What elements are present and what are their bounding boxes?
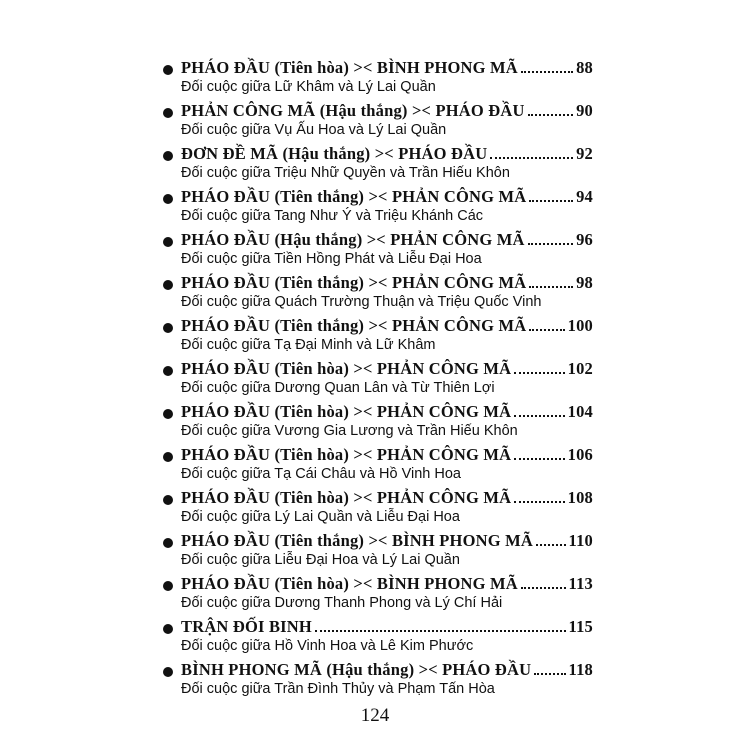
toc-entry-title: PHÁO ĐẦU (Tiên hòa) >< PHẢN CÔNG MÃ	[181, 488, 512, 507]
toc-entry-title: PHÁO ĐẦU (Tiên thắng) >< PHẢN CÔNG MÃ	[181, 187, 527, 206]
toc-entry-title: PHÁO ĐẦU (Hậu thắng) >< PHẢN CÔNG MÃ	[181, 230, 525, 249]
toc-entry	[160, 400, 600, 443]
toc-entry	[160, 357, 600, 400]
toc-entry-title-line	[181, 617, 593, 637]
toc-entry-page: 100	[567, 316, 593, 335]
bullet-icon	[163, 108, 173, 118]
toc-entry-players: Đối cuộc giữa Triệu Nhữ Quyền và Trần Hiếu Khôn	[181, 165, 510, 181]
toc-entry-title-line	[181, 230, 593, 250]
dot-leader	[528, 114, 573, 116]
toc-entry-title: PHÁO ĐẦU (Tiên hòa) >< BÌNH PHONG MÃ	[181, 58, 518, 77]
toc-entry-page: 88	[576, 58, 593, 77]
dot-leader	[521, 71, 573, 73]
bullet-icon	[163, 280, 173, 290]
dot-leader	[521, 587, 566, 589]
page-number: 124	[360, 705, 390, 726]
toc-entry	[160, 228, 600, 271]
toc-entry-page: 104	[567, 402, 593, 421]
toc-entry-title: PHẢN CÔNG MÃ (Hậu thắng) >< PHÁO ĐẦU	[181, 101, 525, 120]
dot-leader	[536, 544, 566, 546]
bullet-icon	[163, 151, 173, 161]
bullet-icon	[163, 495, 173, 505]
dot-leader	[315, 630, 566, 632]
toc-entry	[160, 185, 600, 228]
bullet-icon	[163, 194, 173, 204]
toc-entry-players: Đối cuộc giữa Lữ Khâm và Lý Lai Quần	[181, 79, 436, 95]
bullet-icon	[163, 409, 173, 419]
dot-leader	[514, 415, 564, 417]
toc-entry-players: Đối cuộc giữa Trần Đình Thủy và Phạm Tấn Hòa	[181, 681, 495, 697]
toc-entry-players: Đối cuộc giữa Tang Như Ý và Triệu Khánh Các	[181, 208, 484, 224]
toc-entry-title-line	[181, 660, 593, 680]
toc-entry-players: Đối cuộc giữa Vương Gia Lương và Trần Hiếu Khôn	[181, 423, 518, 439]
toc-entry-title-line	[181, 488, 593, 508]
toc-entry-players: Đối cuộc giữa Hồ Vinh Hoa và Lê Kim Phước	[181, 638, 474, 654]
toc-entry-title-line	[181, 531, 593, 551]
bullet-icon	[163, 237, 173, 247]
toc-entry-page: 92	[576, 144, 593, 163]
toc-entry	[160, 56, 600, 99]
toc-entry-title: PHÁO ĐẦU (Tiên hòa) >< PHẢN CÔNG MÃ	[181, 445, 512, 464]
toc-entry-page: 113	[568, 574, 593, 593]
dot-leader	[529, 200, 573, 202]
toc-entry-page: 94	[576, 187, 593, 206]
toc-entry-players: Đối cuộc giữa Dương Thanh Phong và Lý Chí Hải	[181, 595, 503, 611]
toc-entry	[160, 99, 600, 142]
toc-entry-players: Đối cuộc giữa Tiền Hồng Phát và Liễu Đại Hoa	[181, 251, 482, 267]
bullet-icon	[163, 581, 173, 591]
toc-entry-title: PHÁO ĐẦU (Tiên hòa) >< BÌNH PHONG MÃ	[181, 574, 518, 593]
toc-entry-page: 96	[576, 230, 593, 249]
toc-entry-title: ĐƠN ĐỀ MÃ (Hậu thắng) >< PHÁO ĐẦU	[181, 144, 488, 163]
toc-entry-players: Đối cuộc giữa Vụ Ấu Hoa và Lý Lai Quần	[181, 122, 447, 138]
bullet-icon	[163, 538, 173, 548]
dot-leader	[514, 501, 564, 503]
toc-entry-title-line	[181, 445, 593, 465]
toc-entry	[160, 572, 600, 615]
bullet-icon	[163, 366, 173, 376]
toc-entry-page: 115	[568, 617, 593, 636]
toc-entry-title-line	[181, 58, 593, 78]
toc-entry	[160, 314, 600, 357]
toc-entry-players: Đối cuộc giữa Tạ Cái Châu và Hồ Vinh Hoa	[181, 466, 461, 482]
dot-leader	[528, 243, 573, 245]
table-of-contents	[160, 56, 600, 701]
toc-entry-title: PHÁO ĐẦU (Tiên thắng) >< BÌNH PHONG MÃ	[181, 531, 533, 550]
dot-leader	[529, 286, 573, 288]
bullet-icon	[163, 323, 173, 333]
toc-entry-title-line	[181, 359, 593, 379]
toc-entry-players: Đối cuộc giữa Lý Lai Quần và Liễu Đại Hoa	[181, 509, 460, 525]
toc-entry-title: PHÁO ĐẦU (Tiên hòa) >< PHẢN CÔNG MÃ	[181, 359, 512, 378]
toc-entry-page: 106	[567, 445, 593, 464]
toc-entry-page: 98	[576, 273, 593, 292]
bullet-icon	[163, 452, 173, 462]
toc-entry-players: Đối cuộc giữa Dương Quan Lân và Từ Thiên Lợi	[181, 380, 495, 396]
toc-entry-title: BÌNH PHONG MÃ (Hậu thắng) >< PHÁO ĐẦU	[181, 660, 532, 679]
toc-entry-title-line	[181, 144, 593, 164]
toc-entry	[160, 529, 600, 572]
toc-entry-page: 90	[576, 101, 593, 120]
toc-entry-page: 110	[568, 531, 593, 550]
toc-entry-title-line	[181, 101, 593, 121]
toc-entry-page: 102	[567, 359, 593, 378]
toc-entry-title: PHÁO ĐẦU (Tiên thắng) >< PHẢN CÔNG MÃ	[181, 273, 527, 292]
dot-leader	[490, 157, 573, 159]
bullet-icon	[163, 667, 173, 677]
toc-entry-players: Đối cuộc giữa Quách Trường Thuận và Triệu Quốc Vinh	[181, 294, 542, 310]
toc-entry	[160, 142, 600, 185]
bullet-icon	[163, 624, 173, 634]
toc-entry-title-line	[181, 574, 593, 594]
dot-leader	[514, 372, 564, 374]
toc-entry	[160, 486, 600, 529]
toc-entry-page: 108	[567, 488, 593, 507]
toc-entry-title: PHÁO ĐẦU (Tiên thắng) >< PHẢN CÔNG MÃ	[181, 316, 527, 335]
dot-leader	[534, 673, 565, 675]
toc-entry-title: PHÁO ĐẦU (Tiên hòa) >< PHẢN CÔNG MÃ	[181, 402, 512, 421]
toc-entry-title: TRẬN ĐỐI BINH	[181, 617, 312, 636]
bullet-icon	[163, 65, 173, 75]
toc-entry-title-line	[181, 402, 593, 422]
toc-entry	[160, 443, 600, 486]
toc-entry-page: 118	[568, 660, 593, 679]
toc-entry-players: Đối cuộc giữa Tạ Đại Minh và Lữ Khâm	[181, 337, 436, 353]
toc-entry	[160, 271, 600, 314]
toc-entry-title-line	[181, 316, 593, 336]
dot-leader	[529, 329, 564, 331]
toc-entry-title-line	[181, 187, 593, 207]
toc-entry-players: Đối cuộc giữa Liễu Đại Hoa và Lý Lai Quần	[181, 552, 460, 568]
toc-entry-title-line	[181, 273, 593, 293]
dot-leader	[514, 458, 564, 460]
toc-entry	[160, 658, 600, 701]
toc-entry	[160, 615, 600, 658]
